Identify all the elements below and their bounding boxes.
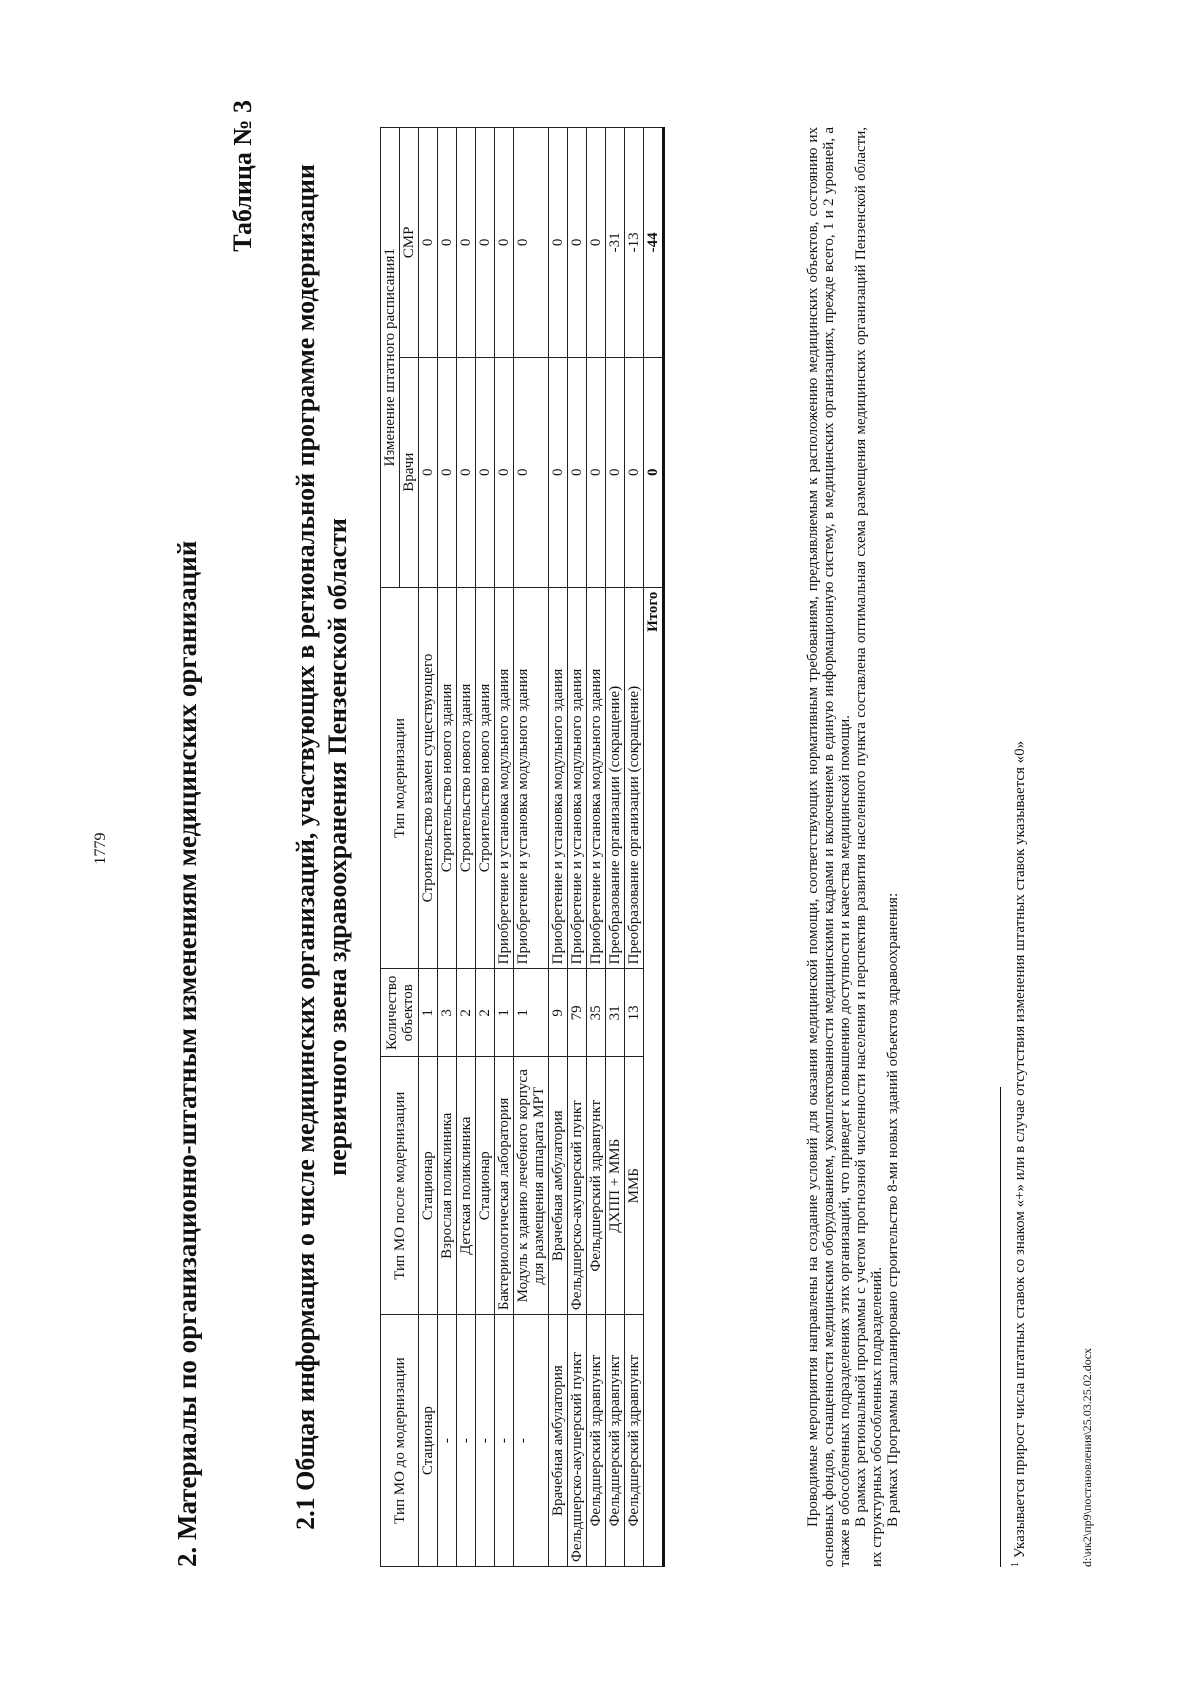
cell-smp: 0 [476, 128, 495, 358]
cell-doctors: 0 [438, 357, 457, 587]
cell-count: 1 [514, 969, 549, 1057]
page-number: 1779 [92, 832, 109, 865]
cell-mo-after: Фельдшерский здравпункт [587, 1057, 606, 1315]
cell-mo-before: Врачебная амбулатория [549, 1315, 568, 1567]
footnote-text: Указывается прирост числа штатных ставок со знаком «+» или в случае отсутствия изменения штатных ставок указывается «0» [1012, 740, 1028, 1559]
cell-smp: 0 [568, 128, 587, 358]
header-mo-after: Тип МО после модернизации [381, 1057, 419, 1315]
table-row [568, 128, 587, 1567]
cell-mo-before: Фельдшерский здравпункт [587, 1315, 606, 1567]
cell-doctors: 0 [495, 357, 514, 587]
paragraph: В рамках Программы запланировано строительство 8-ми новых зданий объектов здравоохранения: [885, 892, 901, 1527]
paragraph: Проводимые мероприятия направлены на создание условий для оказания медицинской помощи, соответствующих нормативным требованиям, предъявляемым к расположению медицинских объектов, состоянию их основных фондов, оснащенности медицинским оборудованием, укомплектованности медицинскими кадрами и включением в единую информационную систему, в медицинских организациях, прежде всего, 1 и 2 уровней, а также в обособленных подразделениях этих организаций, что приведет к повышению доступности и качества медицинской помощи. [805, 127, 853, 1567]
cell-smp: 0 [438, 128, 457, 358]
paragraph: В рамках региональной программы с учетом прогнозной численности населения и перспектив развития населенного пункта составлена оптимальная схема размещения медицинских организаций Пензенской области, их структурных обособленных подразделений. [853, 127, 885, 1567]
cell-smp: -31 [606, 128, 625, 358]
cell-doctors: 0 [419, 357, 438, 587]
cell-modernization-type: Строительство нового здания [476, 587, 495, 969]
total-doctors: 0 [644, 357, 664, 587]
table-row [438, 128, 457, 1567]
cell-modernization-type: Приобретение и установка модульного здания [549, 587, 568, 969]
table-row [476, 128, 495, 1567]
cell-modernization-type: Строительство нового здания [438, 587, 457, 969]
cell-modernization-type: Приобретение и установка модульного здания [514, 587, 549, 969]
footnote [1010, 741, 1029, 1567]
cell-smp: 0 [495, 128, 514, 358]
cell-count: 3 [438, 969, 457, 1057]
modernization-table [380, 127, 665, 1567]
cell-modernization-type: Строительство взамен существующего [419, 587, 438, 969]
cell-mo-after: ДХПП + ММБ [606, 1057, 625, 1315]
cell-count: 1 [495, 969, 514, 1057]
cell-doctors: 0 [606, 357, 625, 587]
header-mo-before: Тип МО до модернизации [381, 1315, 419, 1567]
cell-doctors: 0 [625, 357, 644, 587]
cell-count: 31 [606, 969, 625, 1057]
cell-mo-after: Взрослая поликлиника [438, 1057, 457, 1315]
cell-modernization-type: Строительство нового здания [457, 587, 476, 969]
cell-modernization-type: Приобретение и установка модульного здания [587, 587, 606, 969]
cell-mo-after: Врачебная амбулатория [549, 1057, 568, 1315]
cell-count: 2 [457, 969, 476, 1057]
cell-count: 9 [549, 969, 568, 1057]
cell-doctors: 0 [568, 357, 587, 587]
table-row [457, 128, 476, 1567]
cell-mo-after: Стационар [419, 1057, 438, 1315]
header-count: Количество объектов [381, 969, 419, 1057]
cell-count: 2 [476, 969, 495, 1057]
cell-mo-before: - [514, 1315, 549, 1567]
cell-modernization-type: Приобретение и установка модульного здания [495, 587, 514, 969]
cell-doctors: 0 [514, 357, 549, 587]
body-text [805, 127, 901, 1567]
cell-mo-after: Бактериологическая лаборатория [495, 1057, 514, 1315]
table-row [625, 128, 644, 1567]
cell-count: 13 [625, 969, 644, 1057]
cell-mo-before: Фельдшерско-акушерский пункт [568, 1315, 587, 1567]
cell-doctors: 0 [587, 357, 606, 587]
cell-mo-before: Фельдшерский здравпункт [625, 1315, 644, 1567]
header-smp: СМР [400, 128, 419, 358]
cell-mo-before: - [476, 1315, 495, 1567]
cell-doctors: 0 [476, 357, 495, 587]
cell-mo-before: Стационар [419, 1315, 438, 1567]
cell-count: 1 [419, 969, 438, 1057]
table-row [606, 128, 625, 1567]
table-row [587, 128, 606, 1567]
cell-mo-before: - [438, 1315, 457, 1567]
subsection-title: 2.1 Общая информация о числе медицинских организаций, участвующих в региональной программе модернизации первичного звена здравоохранения Пензенской области [291, 164, 352, 1530]
header-staff-change: Изменение штатного расписания1 [381, 128, 400, 588]
cell-smp: 0 [587, 128, 606, 358]
table-row [419, 128, 438, 1567]
cell-modernization-type: Преобразование организации (сокращение) [606, 587, 625, 969]
cell-mo-before: - [495, 1315, 514, 1567]
cell-mo-after: Фельдшерско-акушерский пункт [568, 1057, 587, 1315]
section-title: 2. Материалы по организационно-штатным изменениям медицинских организаций [172, 540, 202, 1567]
cell-mo-before: Фельдшерский здравпункт [606, 1315, 625, 1567]
cell-doctors: 0 [549, 357, 568, 587]
cell-modernization-type: Преобразование организации (сокращение) [625, 587, 644, 969]
cell-doctors: 0 [457, 357, 476, 587]
footnote-divider [1000, 1087, 1001, 1567]
table-row [514, 128, 549, 1567]
cell-modernization-type: Приобретение и установка модульного здания [568, 587, 587, 969]
cell-mo-after: Модуль к зданию лечебного корпуса для размещения аппарата МРТ [514, 1057, 549, 1315]
table-total-row [644, 128, 664, 1567]
footnote-marker: 1 [1010, 1562, 1021, 1567]
cell-mo-after: ММБ [625, 1057, 644, 1315]
cell-mo-before: - [457, 1315, 476, 1567]
cell-smp: 0 [419, 128, 438, 358]
total-smp: -44 [644, 128, 664, 358]
cell-mo-after: Детская поликлиника [457, 1057, 476, 1315]
cell-smp: 0 [457, 128, 476, 358]
cell-smp: 0 [549, 128, 568, 358]
cell-smp: -13 [625, 128, 644, 358]
total-label: Итого [644, 587, 664, 1566]
cell-mo-after: Стационар [476, 1057, 495, 1315]
header-modernization-type: Тип модернизации [381, 587, 419, 969]
table-label: Таблица № 3 [228, 100, 257, 252]
table-row [549, 128, 568, 1567]
cell-count: 35 [587, 969, 606, 1057]
header-doctors: Врачи [400, 357, 419, 587]
cell-smp: 0 [514, 128, 549, 358]
file-path: d:\ик2\пр9\постановления\25.03.25.02.docx [1080, 1347, 1094, 1567]
cell-count: 79 [568, 969, 587, 1057]
table-row [495, 128, 514, 1567]
